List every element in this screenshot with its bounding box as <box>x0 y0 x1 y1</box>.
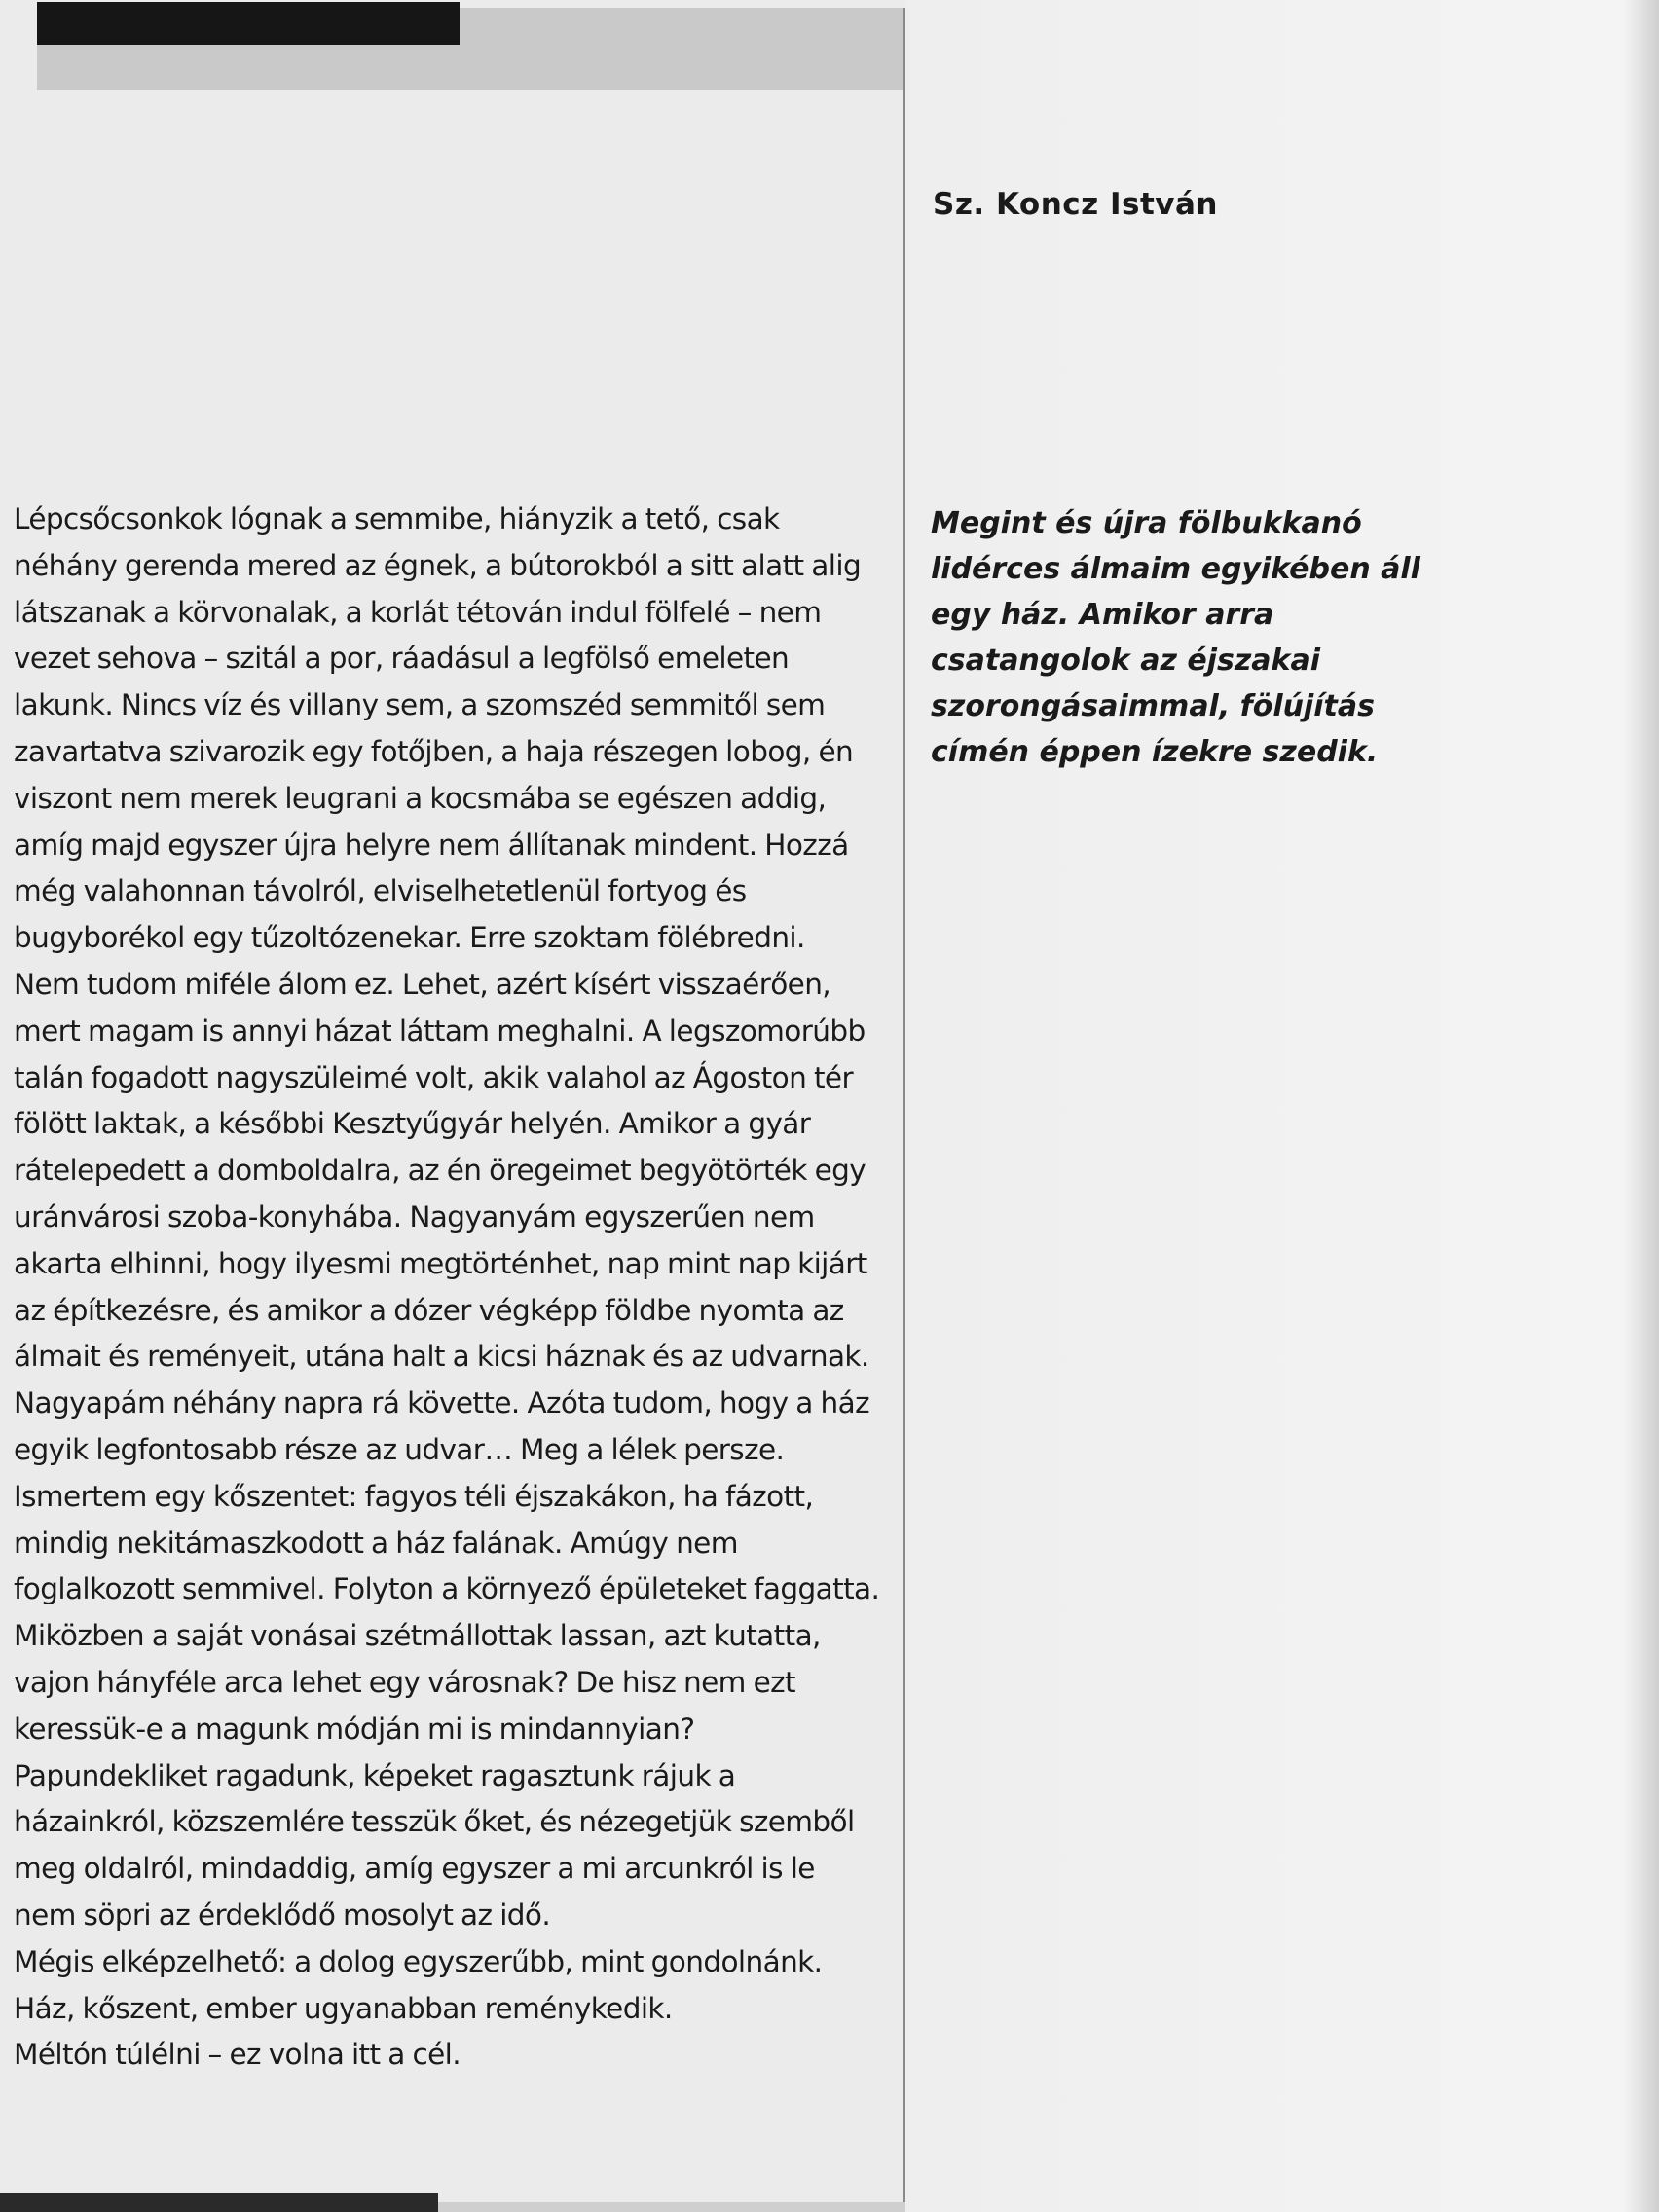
author-name: Sz. Koncz István <box>933 187 1218 222</box>
column-divider <box>903 8 905 2212</box>
right-page <box>905 0 1659 2212</box>
body-paragraph: Méltón túlélni – ez volna itt a cél. <box>14 2038 461 2072</box>
body-paragraph: Mégis elképzelhető: a dolog egyszerűbb, mint gondolnánk. <box>14 1944 823 1978</box>
footer-light-strip <box>438 2202 905 2212</box>
lead-paragraph: Megint és újra fölbukkanó lidérces álmaim egyikében áll egy ház. Amikor arra csatangolok az éjszakai szorongásaimmal, fölújítás címén éppen ízekre szedik. <box>931 506 1420 769</box>
body-paragraph: Lépcsőcsonkok lógnak a semmibe, hiányzik a tető, csak néhány gerenda mered az égnek, a bútorokból a sitt alatt alig látszanak a körvonalak, a korlát tétován indul fölfelé – nem vezet sehova – szitál a por, ráadásul a legfölső emeleten lakunk. Nincs víz és villany sem, a szomszéd semmitől sem zavartatva szivarozik egy fotőjben, a haja részegen lobog, én viszont nem merek leugrani a kocsmába se egészen addig, amíg majd egyszer újra helyre nem állítanak mindent. Hozzá még valahonnan távolról, elviselhetetlenül fortyog és bugyborékol egy tűzoltózenekar. Erre szoktam fölébredni. <box>14 502 862 955</box>
page-edge-shadow <box>1624 0 1659 2212</box>
footer-dark-strip <box>0 2193 438 2212</box>
header-black-block <box>37 2 460 45</box>
body-paragraph: Nem tudom miféle álom ez. Lehet, azért kísért visszaérően, mert magam is annyi házat láttam meghalni. A legszomorúbb talán fogadott nagyszüleimé volt, akik valahol az Ágoston tér fölött laktak, a későbbi Kesztyűgyár helyén. Amikor a gyár rátelepedett a domboldalra, az én öregeimet begyötörték egy uránvárosi szoba-konyhába. Nagyanyám egyszerűen nem akarta elhinni, hogy ilyesmi megtörténhet, nap mint nap kijárt az építkezésre, és amikor a dózer végképp földbe nyomta az álmait és reményeit, utána halt a kicsi háznak és az udvarnak. Nagyapám néhány napra rá követte. Azóta tudom, hogy a ház egyik legfontosabb része az udvar… Meg a lélek persze. <box>14 967 869 1466</box>
body-paragraph: Ismertem egy kőszentet: fagyos téli éjszakákon, ha fázott, mindig nekitámaszkodott a ház falának. Amúgy nem foglalkozott semmivel. Folyton a környező épületeket faggatta. Miközben a saját vonásai szétmállottak lassan, azt kutatta, vajon hányféle arca lehet egy városnak? De hisz nem ezt keressük-e a magunk módján mi is mindannyian? Papundekliket ragadunk, képeket ragasztunk rájuk a házainkról, közszemlére tesszük őket, és nézegetjük szemből meg oldalról, mindaddig, amíg egyszer a mi arcunkról is le nem söpri az érdeklődő mosolyt az idő. <box>14 1479 880 1932</box>
article-body <box>14 497 880 2079</box>
body-paragraph: Ház, kőszent, ember ugyanabban reménykedik. <box>14 1991 673 2025</box>
